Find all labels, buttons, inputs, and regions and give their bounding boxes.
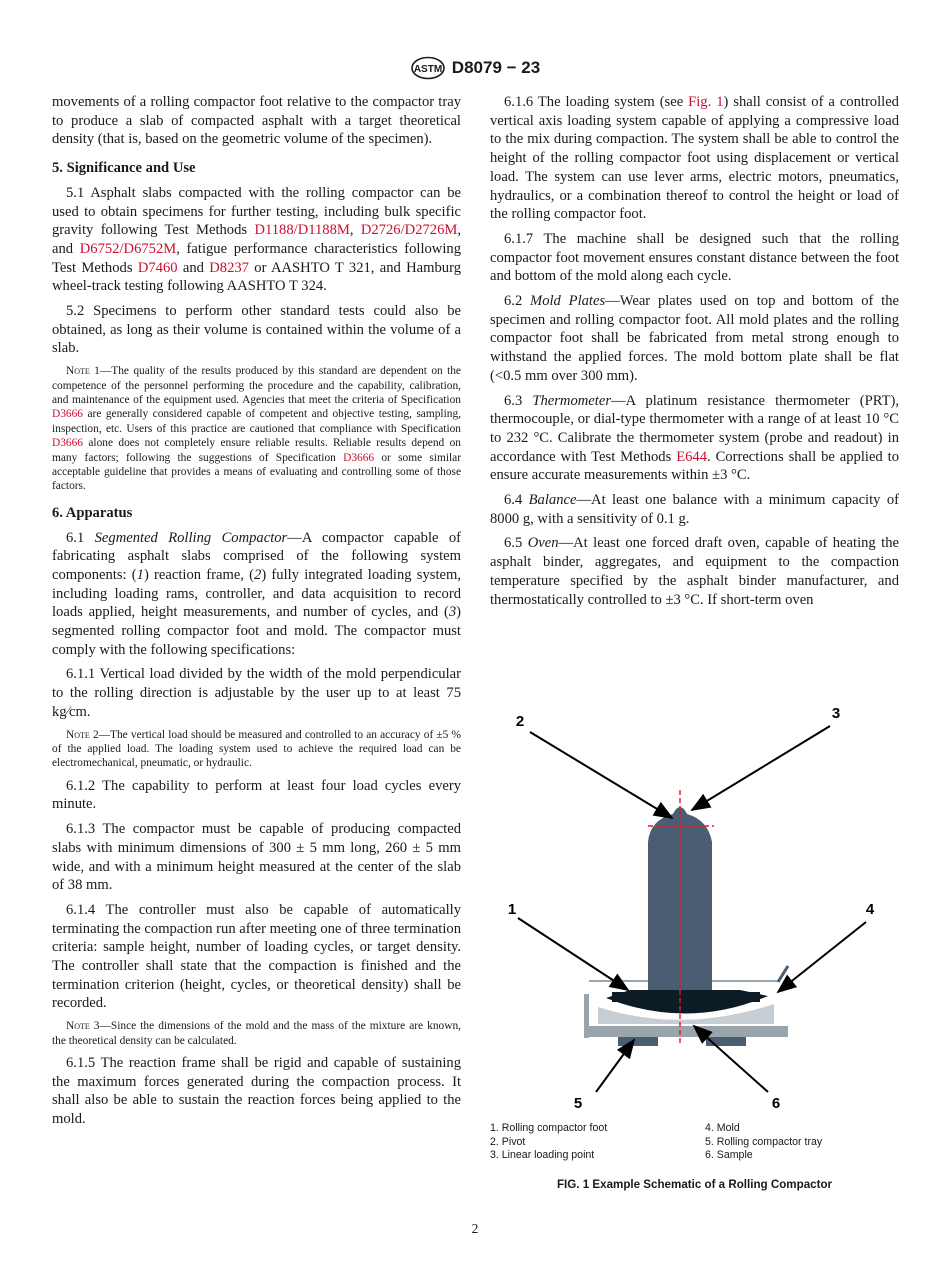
figure-legend-right [705, 1122, 822, 1163]
paragraph-6-1: 6.1 Segmented Rolling Compactor—A compactor capable of fabricating asphalt slabs comprised of the following system components: (1) reaction frame, (2) fully integrated loading system, including loading rams, controller, and data acquisition to record loads applied, height measurements, and number of cycles, and (3) segmented rolling compactor foot and mold. The compactor must comply with the following specifications: [52, 529, 462, 658]
leader-3 [692, 726, 830, 810]
page-number: 2 [471, 1221, 479, 1236]
note-3: Note 3—Since the dimensions of the mold and the mass of the mixture are known, the theoretical density can be calculated. [52, 1020, 461, 1047]
paragraph-6-2: 6.2 Mold Plates—Wear plates used on top and bottom of the specimen and rolling compactor foot. All mold plates and the rolling compactor foot shall be fabricated from metal strong enough to withstand the applied forces. The mold bottom plate shall be flat (<0.5 mm over 300 mm). [490, 293, 899, 384]
paragraph-6-1-1: 6.1.1 Vertical load divided by the width of the mold perpendicular to the rolling direction is adjustable by the user up to at least 75 kg⁄cm. [52, 666, 461, 720]
link-d3666[interactable]: D3666 [52, 408, 84, 421]
figure-legend-left [490, 1122, 607, 1163]
paragraph-5-1: 5.1 Asphalt slabs compacted with the rolling compactor can be used to obtain specimens for further testing, including bulk specific gravity following Test Methods D1188/D1188M, D2726/D2726M, and D6752/D6752M, fatigue performance characteristics following Test Methods D7460 and D8237 or AASHTO T 321, and Hamburg wheel-track testing following AASHTO T 324. [52, 184, 462, 295]
legend-item: 1. Rolling compactor foot [490, 1122, 608, 1134]
label-6: 6 [771, 1095, 781, 1112]
link-d1188[interactable]: D1188/D1188M [254, 222, 350, 239]
paragraph-6-1-2: 6.1.2 The capability to perform at least four load cycles every minute. [52, 777, 461, 813]
link-fig-1[interactable]: Fig. 1 [688, 94, 724, 110]
leader-4 [778, 922, 866, 992]
link-d3666[interactable]: D3666 [343, 451, 375, 464]
rolling-compactor-figure [478, 692, 908, 1112]
paragraph-6-1-7: 6.1.7 The machine shall be designed such that the rolling compactor foot movement ensures constant distance between the foot and bottom of the mold along each cycle. [490, 230, 899, 285]
link-d7460[interactable]: D7460 [137, 259, 178, 276]
legend-item: 6. Sample [705, 1149, 753, 1162]
left-column [52, 93, 461, 1135]
note-1: Note 1—The quality of the results produced by this standard are dependent on the competence of the personnel performing the procedure and the capability, calibration, and maintenance of the equipment used. Agencies that meet the criteria of Specification D3666 are generally considered capable of competent and objective testing, sampling, inspection, etc. Users of this practice are cautioned that compliance with Specification D3666 alone does not completely ensure reliable results. Reliable results depend on many factors; following the suggestions of Specification D3666 or some similar acceptable guideline that provides a means of evaluating and controlling some of those factors. [52, 365, 461, 493]
paragraph-6-4: 6.4 Balance—At least one balance with a minimum capacity of 8000 g, with a sensitivity of 0.1 g. [490, 492, 899, 527]
tray-feet [618, 1036, 658, 1046]
label-2: 2 [515, 713, 525, 730]
standard-designation: D8079 − 23 [451, 58, 541, 77]
legend-item: 5. Rolling compactor tray [705, 1135, 823, 1148]
link-d8237[interactable]: D8237 [209, 259, 249, 276]
astm-logo-icon [410, 56, 446, 80]
section-5-heading: 5. Significance and Use [52, 160, 196, 177]
link-d2726[interactable]: D2726/D2726M [360, 222, 458, 239]
leader-1 [518, 918, 628, 990]
link-d6752[interactable]: D6752/D6752M [79, 240, 177, 257]
paragraph-6-1-6: 6.1.6 The loading system (see Fig. 1) shall consist of a controlled vertical axis loading system capable of applying a compressive load to the mix during compaction. The system shall be able to control the height of the rolling compactor foot using displacement or vertical load. The system can use lever arms, electric motors, pneumatics, hydraulics, or a combination thereof to control the height or load of the rolling compactor foot. [490, 94, 899, 223]
mold-left-wall [584, 994, 589, 1038]
leader-2 [530, 732, 672, 818]
legend-item: 4. Mold [705, 1122, 740, 1134]
paragraph-6-1-3: 6.1.3 The compactor must be capable of producing compacted slabs with minimum dimensions of 300 ± 5 mm long, 260 ± 5 mm wide, and with a minimum height measured at the center of the slab of 38 mm. [52, 821, 461, 894]
mold-right-lip [778, 966, 788, 982]
paragraph-5-2: 5.2 Specimens to perform other standard tests could also be obtained, as long as their volume is contained within the volume of a slab. [52, 303, 461, 357]
paragraph-6-5: 6.5 Oven—At least one forced draft oven, capable of heating the asphalt binder, aggregates, and equipment to the compaction temperature specified by the asphalt binder manufacturer, and thermostatically controlled to ±3 °C. If short-term oven [490, 535, 900, 608]
paragraph-6-1-5: 6.1.5 The reaction frame shall be rigid and capable of sustaining the maximum forces generated during the compaction process. It shall also be able to sustain the reaction forces being applied to the mold. [52, 1055, 461, 1128]
link-e644[interactable]: E644 [676, 448, 707, 465]
tray-base [586, 1026, 788, 1037]
section-6-heading: 6. Apparatus [52, 504, 133, 521]
paragraph-intro-cont: movements of a rolling compactor foot relative to the compactor tray to produce a slab of compacted asphalt with a target theoretical density (that is, based on the geometric volume of the specimen). [52, 94, 461, 148]
right-column [490, 93, 899, 615]
legend-item: 2. Pivot [490, 1135, 526, 1148]
note-2: Note 2—The vertical load should be measured and controlled to an accuracy of ±5 % of the applied load. The loading system used to achieve the required load can be electromechanical, pneumatic, or hydraulic. [52, 728, 461, 770]
paragraph-6-3: 6.3 Thermometer—A platinum resistance thermometer (PRT), thermocouple, or dial-type thermometer with a range of at least 10 °C to 232 °C. Calibrate the thermometer system (probe and readout) in accordance with Test Methods E644. Corrections shall be applied to ensure accurate measurements within ±3 °C. [490, 392, 900, 484]
label-5: 5 [573, 1095, 583, 1112]
label-4: 4 [865, 901, 875, 918]
link-d3666[interactable]: D3666 [52, 437, 84, 450]
label-3: 3 [831, 705, 841, 722]
figure-caption: FIG. 1 Example Schematic of a Rolling Compactor [556, 1178, 833, 1191]
label-1: 1 [507, 901, 517, 918]
leader-5 [596, 1040, 634, 1092]
svg-text:ASTM: ASTM [413, 64, 442, 75]
legend-item: 3. Linear loading point [490, 1149, 595, 1162]
compactor-foot-plate [612, 992, 760, 1002]
paragraph-6-1-4: 6.1.4 The controller must also be capable of automatically terminating the compaction run after meeting one of three termination criteria: sample height, number of loading cycles, or target density. The controller shall state that the compaction is finished and the termination criterion (height, cycles, or theoretical density) shall be recorded. [52, 901, 461, 1012]
page-header [0, 56, 950, 80]
